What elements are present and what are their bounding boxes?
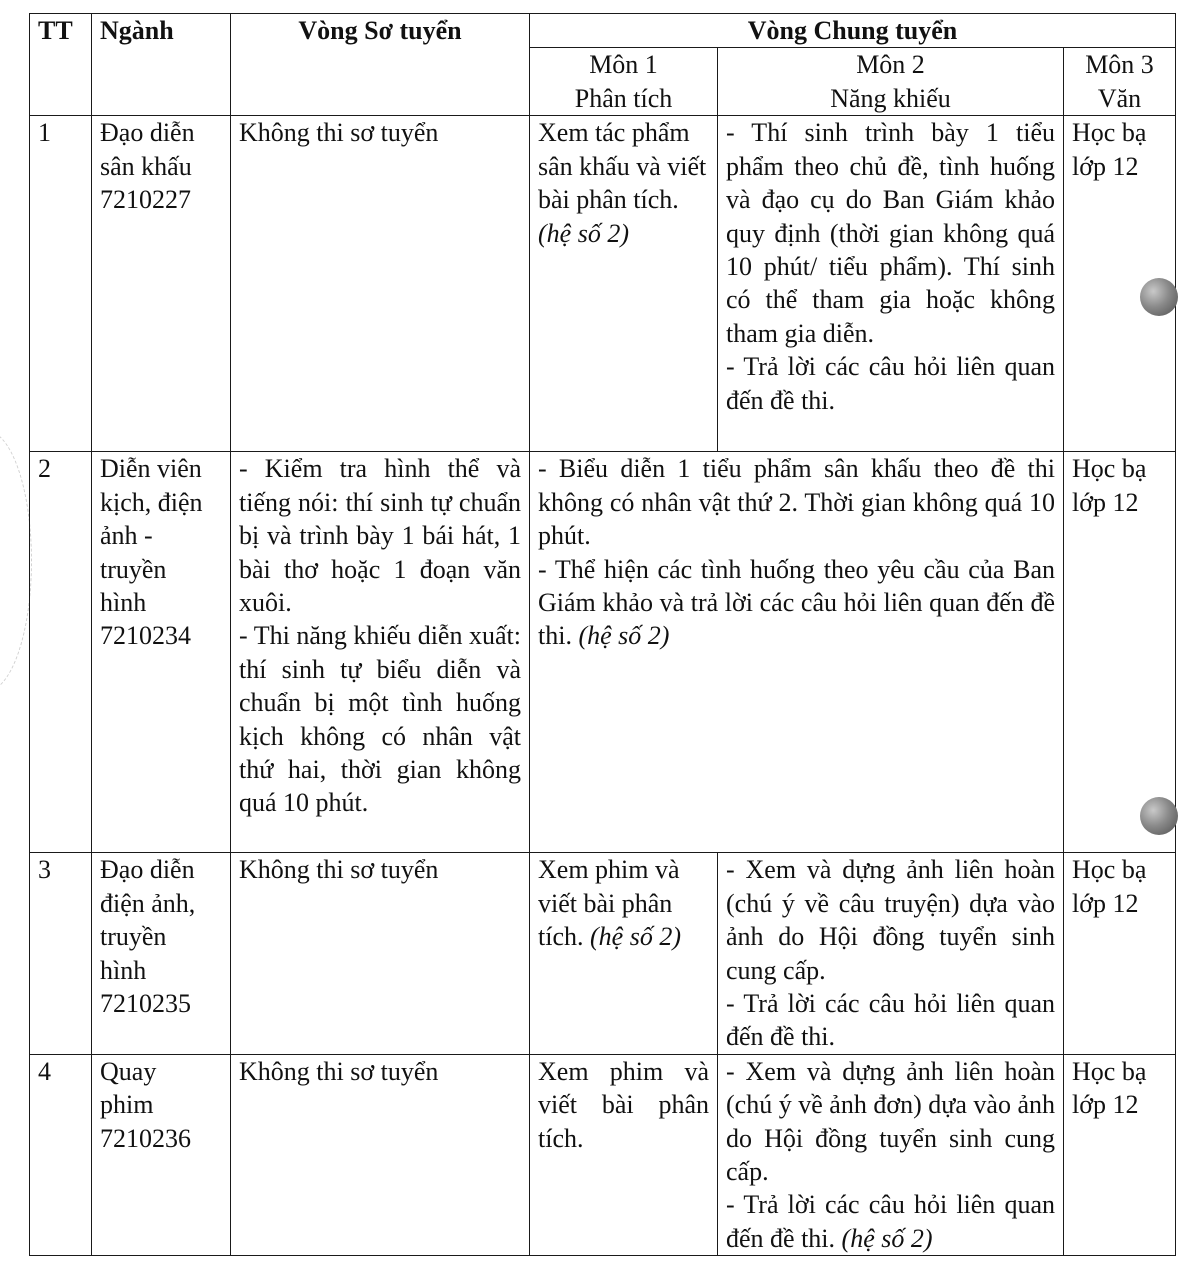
cell-tt: 4 <box>30 1054 92 1255</box>
cell-mon3: Học bạ lớp 12 <box>1064 1054 1176 1255</box>
cell-mon3: Học bạ lớp 12 <box>1064 452 1176 853</box>
punch-hole-mark <box>1140 278 1178 316</box>
header-tt: TT <box>30 14 92 116</box>
cell-so-tuyen: Không thi sơ tuyển <box>231 853 530 1054</box>
table-row <box>30 1054 1176 1255</box>
cell-mon1: Xem phim và viết bài phân tích. (hệ số 2) <box>530 853 718 1054</box>
cell-mon2: - Xem và dựng ảnh liên hoàn (chú ý về ảnh đơn) dựa vào ảnh do Hội đồng tuyển sinh cung cấp. - Trả lời các câu hỏi liên quan đến đề thi. (hệ số 2) <box>718 1054 1064 1255</box>
header-mon3: Môn 3 Văn <box>1064 48 1176 116</box>
cell-mon2: - Xem và dựng ảnh liên hoàn (chú ý về câu truyện) dựa vào ảnh do Hội đồng tuyển sinh cung cấp. - Trả lời các câu hỏi liên quan đến đề thi. <box>718 853 1064 1054</box>
cell-nganh: Diễn viên kịch, điện ảnh - truyền hình 7210234 <box>92 452 231 853</box>
cell-tt: 1 <box>30 116 92 452</box>
header-chung-tuyen: Vòng Chung tuyển <box>530 14 1176 48</box>
cell-tt: 3 <box>30 853 92 1054</box>
faint-stamp-mark <box>0 430 32 692</box>
cell-mon3: Học bạ lớp 12 <box>1064 116 1176 452</box>
header-nganh: Ngành <box>92 14 231 116</box>
table-row <box>30 116 1176 452</box>
cell-mon1-mon2: - Biểu diễn 1 tiểu phẩm sân khấu theo đề thi không có nhân vật thứ 2. Thời gian không quá 10 phút. - Thể hiện các tình huống theo yêu cầu của Ban Giám khảo và trả lời các câu hỏi liên quan đến đề thi. (hệ số 2) <box>530 452 1064 853</box>
cell-mon2: - Thí sinh trình bày 1 tiểu phẩm theo chủ đề, tình huống và đạo cụ do Ban Giám khảo quy định (thời gian không quá 10 phút/ tiểu phẩm). Thí sinh có thể tham gia hoặc không tham gia diễn. - Trả lời các câu hỏi liên quan đến đề thi. <box>718 116 1064 452</box>
cell-nganh: Đạo diễn sân khấu 7210227 <box>92 116 231 452</box>
cell-nganh: Quay phim 7210236 <box>92 1054 231 1255</box>
cell-tt: 2 <box>30 452 92 853</box>
table-row <box>30 452 1176 853</box>
cell-mon1: Xem phim và viết bài phân tích. <box>530 1054 718 1255</box>
admission-table <box>29 13 1176 1256</box>
cell-mon1: Xem tác phẩm sân khấu và viết bài phân tích. (hệ số 2) <box>530 116 718 452</box>
punch-hole-mark <box>1140 797 1178 835</box>
header-mon2: Môn 2 Năng khiếu <box>718 48 1064 116</box>
header-so-tuyen: Vòng Sơ tuyển <box>231 14 530 116</box>
cell-so-tuyen: Không thi sơ tuyển <box>231 116 530 452</box>
cell-mon3: Học bạ lớp 12 <box>1064 853 1176 1054</box>
cell-nganh: Đạo diễn điện ảnh, truyền hình 7210235 <box>92 853 231 1054</box>
cell-so-tuyen: Không thi sơ tuyển <box>231 1054 530 1255</box>
table-row <box>30 853 1176 1054</box>
header-mon1: Môn 1 Phân tích <box>530 48 718 116</box>
cell-so-tuyen: - Kiểm tra hình thể và tiếng nói: thí sinh tự chuẩn bị và trình bày 1 bái hát, 1 bài thơ hoặc 1 đoạn văn xuôi. - Thi năng khiếu diễn xuất: thí sinh tự biểu diễn và chuẩn bị một tình huống kịch không có nhân vật thứ hai, thời gian không quá 10 phút. <box>231 452 530 853</box>
header-row-1 <box>30 14 1176 48</box>
